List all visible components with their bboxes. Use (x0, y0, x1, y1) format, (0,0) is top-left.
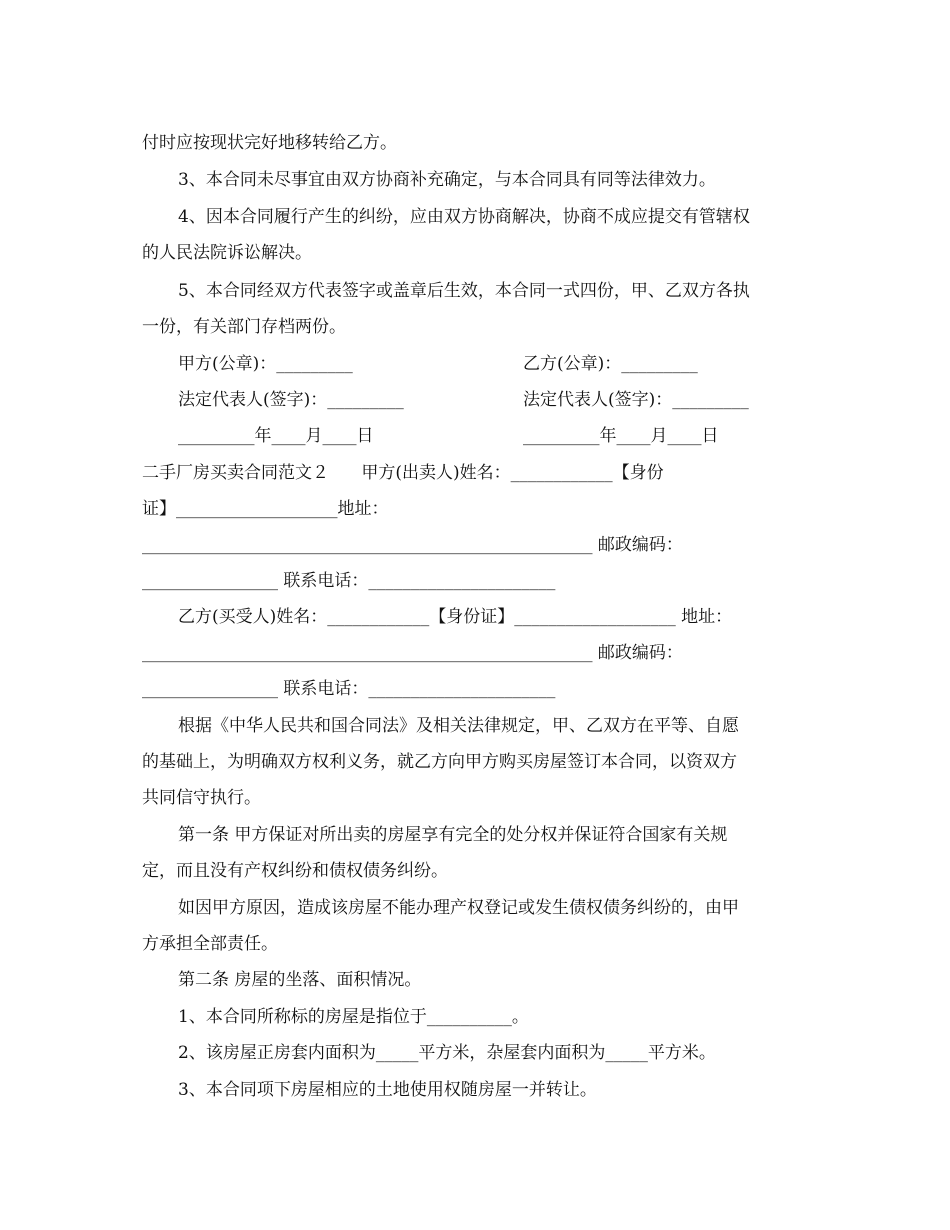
form-line: ________________ 联系电话：______________________ (142, 571, 556, 591)
paragraph-line: 第二条 房屋的坐落、面积情况。 (178, 970, 422, 990)
paragraph-line: 1、本合同所称标的房屋是指位于__________。 (178, 1007, 529, 1027)
party-b-seal-line: 乙方(公章)：_________ (523, 354, 698, 374)
form-line: 乙方(买受人)姓名：____________【身份证】___________________ 地址： (178, 607, 733, 627)
paragraph-line: 定，而且没有产权纠纷和债权债务纠纷。 (142, 861, 448, 881)
party-a-date-line: _________年____月____日 (178, 426, 374, 446)
paragraph-line: 2、该房屋正房套内面积为_____平方米，杂屋套内面积为_____平方米。 (178, 1043, 716, 1063)
party-a-seal-line: 甲方(公章)：_________ (178, 354, 353, 374)
party-a-representative-line: 法定代表人(签字)：_________ (178, 390, 404, 410)
paragraph-line: 4、因本合同履行产生的纠纷，应由双方协商解决，协商不成应提交有管辖权 (178, 207, 750, 227)
form-line: ________________ 联系电话：______________________ (142, 679, 556, 699)
paragraph-line: 根据《中华人民共和国合同法》及相关法律规定，甲、乙双方在平等、自愿 (178, 716, 739, 736)
paragraph-line: 5、本合同经双方代表签字或盖章后生效，本合同一式四份，甲、乙双方各执 (178, 281, 750, 301)
paragraph-line: 3、本合同未尽事宜由双方协商补充确定，与本合同具有同等法律效力。 (178, 170, 716, 190)
paragraph-line: 3、本合同项下房屋相应的土地使用权随房屋一并转让。 (178, 1080, 597, 1100)
paragraph-line: 方承担全部责任。 (142, 934, 278, 954)
paragraph-line: 付时应按现状完好地移转给乙方。 (142, 133, 397, 153)
contract-heading-line: 二手厂房买卖合同范文２ 甲方(出卖人)姓名：____________【身份 (142, 463, 664, 483)
paragraph-line: 如因甲方原因，造成该房屋不能办理产权登记或发生债权债务纠纷的，由甲 (178, 898, 739, 918)
party-b-representative-line: 法定代表人(签字)：_________ (523, 390, 749, 410)
paragraph-line: 的基础上，为明确双方权利义务，就乙方向甲方购买房屋签订本合同，以资双方 (142, 752, 737, 772)
form-line: 证】___________________地址： (142, 499, 389, 519)
paragraph-line: 共同信守执行。 (142, 788, 261, 808)
paragraph-line: 的人民法院诉讼解决。 (142, 243, 312, 263)
form-line: _____________________________________________________ 邮政编码： (142, 643, 683, 663)
party-b-date-line: _________年____月____日 (523, 426, 719, 446)
form-line: _____________________________________________________ 邮政编码： (142, 535, 683, 555)
paragraph-line: 第一条 甲方保证对所出卖的房屋享有完全的处分权并保证符合国家有关规 (178, 825, 728, 845)
paragraph-line: 一份，有关部门存档两份。 (142, 317, 346, 337)
